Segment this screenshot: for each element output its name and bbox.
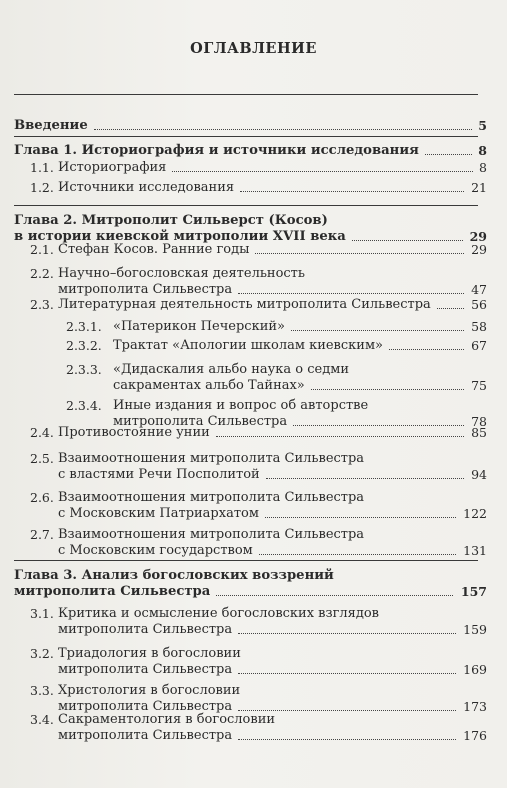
toc-title-line2: митрополита Сильвестра (58, 698, 233, 714)
toc-title-line2: митрополита Сильвестра (58, 621, 233, 637)
toc-page-number: 58 (471, 319, 487, 334)
toc-number: 2.3.1. (66, 319, 102, 334)
dot-leader (172, 171, 472, 172)
dot-leader (238, 633, 456, 634)
toc-title: Научно–богословская деятельность (58, 266, 305, 281)
toc-title-line2: митрополита Сильвестра (113, 413, 288, 429)
toc-number: 2.3.3. (66, 362, 102, 377)
toc-number: 2.1. (30, 242, 54, 257)
toc-page-number: 47 (471, 281, 487, 297)
dot-leader (216, 436, 465, 437)
toc-title-line2: в истории киевской митрополии XVII века (14, 228, 346, 244)
toc-section (0, 425, 507, 441)
toc-title-line2: митрополита Сильвестра (58, 281, 233, 297)
toc-section (0, 646, 507, 677)
toc-page-number: 94 (471, 466, 487, 482)
toc-section (0, 490, 507, 521)
toc-section (0, 683, 507, 714)
toc-page-number: 85 (471, 425, 487, 440)
toc-title: Трактат «Апологии школам киевским» (113, 338, 384, 353)
toc-title-line2: митрополита Сильвестра (58, 661, 233, 677)
toc-number: 2.3.2. (66, 338, 102, 353)
toc-page-number: 131 (463, 542, 487, 558)
toc-page-number: 21 (471, 180, 487, 195)
toc-section (0, 180, 507, 196)
toc-number: 1.1. (30, 160, 54, 175)
dot-leader (216, 595, 453, 596)
toc-page-number: 8 (478, 143, 487, 158)
dot-leader (266, 478, 465, 479)
toc-number: 2.6. (30, 490, 54, 505)
toc-section (0, 266, 507, 297)
toc-page-number: 67 (471, 338, 487, 353)
toc-section (0, 606, 507, 637)
toc-page-number: 173 (463, 698, 487, 714)
dot-leader (238, 739, 456, 740)
toc-title: Сакраментология в богословии (58, 712, 276, 727)
toc-title: Источники исследования (58, 180, 235, 195)
toc-chapter (0, 568, 507, 599)
toc-number: 3.1. (30, 606, 54, 621)
toc-number: 2.7. (30, 527, 54, 542)
toc-title: Глава 1. Историография и источники исследования (14, 143, 419, 158)
dot-leader (437, 308, 465, 309)
section-rule (14, 136, 478, 137)
toc-number: 3.2. (30, 646, 54, 661)
toc-subsection (0, 319, 507, 335)
toc-title: Противостояние унии (58, 425, 210, 440)
toc-title-line2: с властями Речи Посполитой (58, 466, 260, 482)
toc-section (0, 297, 507, 313)
toc-number: 3.3. (30, 683, 54, 698)
toc-title: Взаимоотношения митрополита Сильвестра (58, 490, 365, 505)
dot-leader (255, 253, 464, 254)
toc-title: Стефан Косов. Ранние годы (58, 242, 250, 257)
dot-leader (352, 240, 463, 241)
toc-section (0, 451, 507, 482)
dot-leader (311, 389, 465, 390)
toc-chapter (0, 118, 507, 134)
dot-leader (259, 554, 456, 555)
dot-leader (238, 673, 456, 674)
toc-title-line2: с Московским Патриархатом (58, 505, 259, 521)
toc-page-number: 75 (471, 377, 487, 393)
dot-leader (389, 349, 464, 350)
toc-section (0, 160, 507, 176)
toc-number: 2.3.4. (66, 398, 102, 413)
page-title: ОГЛАВЛЕНИЕ (190, 40, 317, 57)
toc-title: Введение (14, 118, 88, 133)
toc-title: Иные издания и вопрос об авторстве (113, 398, 369, 413)
dot-leader (238, 710, 456, 711)
dot-leader (291, 330, 464, 331)
toc-title: Литературная деятельность митрополита Сильвестра (58, 297, 431, 312)
dot-leader (238, 293, 464, 294)
top-rule (14, 94, 478, 95)
toc-page-number: 29 (469, 228, 487, 244)
dot-leader (265, 517, 456, 518)
toc-subsection (0, 338, 507, 354)
toc-section (0, 242, 507, 258)
section-rule (14, 560, 478, 561)
toc-title: «Дидаскалия альбо наука о седми (113, 362, 350, 377)
toc-number: 1.2. (30, 180, 54, 195)
toc-title: Критика и осмысление богословских взглядов (58, 606, 380, 621)
toc-number: 2.2. (30, 266, 54, 281)
toc-page-number: 176 (463, 727, 487, 743)
toc-title: Христология в богословии (58, 683, 241, 698)
toc-chapter (0, 213, 507, 244)
toc-page-number: 29 (471, 242, 487, 257)
dot-leader (240, 191, 464, 192)
toc-page-number: 5 (478, 118, 487, 133)
toc-section (0, 527, 507, 558)
toc-title-line2: с Московским государством (58, 542, 253, 558)
section-rule (14, 205, 478, 206)
toc-number: 2.3. (30, 297, 54, 312)
toc-title: Триадология в богословии (58, 646, 241, 661)
toc-page-number: 122 (463, 505, 487, 521)
toc-page-number: 56 (471, 297, 487, 312)
toc-section (0, 712, 507, 743)
toc-page-number: 159 (463, 621, 487, 637)
toc-title: Глава 2. Митрополит Сильверст (Косов) (14, 213, 328, 228)
toc-page-number: 157 (460, 583, 487, 599)
toc-title: Взаимоотношения митрополита Сильвестра (58, 527, 365, 542)
dot-leader (425, 154, 472, 155)
toc-title: «Патерикон Печерский» (113, 319, 285, 334)
toc-title-line2: митрополита Сильвестра (14, 583, 211, 599)
toc-title-line2: сакраментах альбо Тайнах» (113, 377, 305, 393)
toc-page-number: 78 (471, 413, 487, 429)
toc-page-number: 169 (463, 661, 487, 677)
toc-number: 2.5. (30, 451, 54, 466)
toc-chapter (0, 143, 507, 159)
dot-leader (94, 129, 472, 130)
toc-page-number: 8 (479, 160, 487, 175)
toc-title: Глава 3. Анализ богословских воззрений (14, 568, 334, 583)
toc-title-line2: митрополита Сильвестра (58, 727, 233, 743)
toc-title: Взаимоотношения митрополита Сильвестра (58, 451, 365, 466)
toc-number: 2.4. (30, 425, 54, 440)
toc-subsection (0, 362, 507, 393)
toc-title: Историография (58, 160, 167, 175)
toc-number: 3.4. (30, 712, 54, 727)
